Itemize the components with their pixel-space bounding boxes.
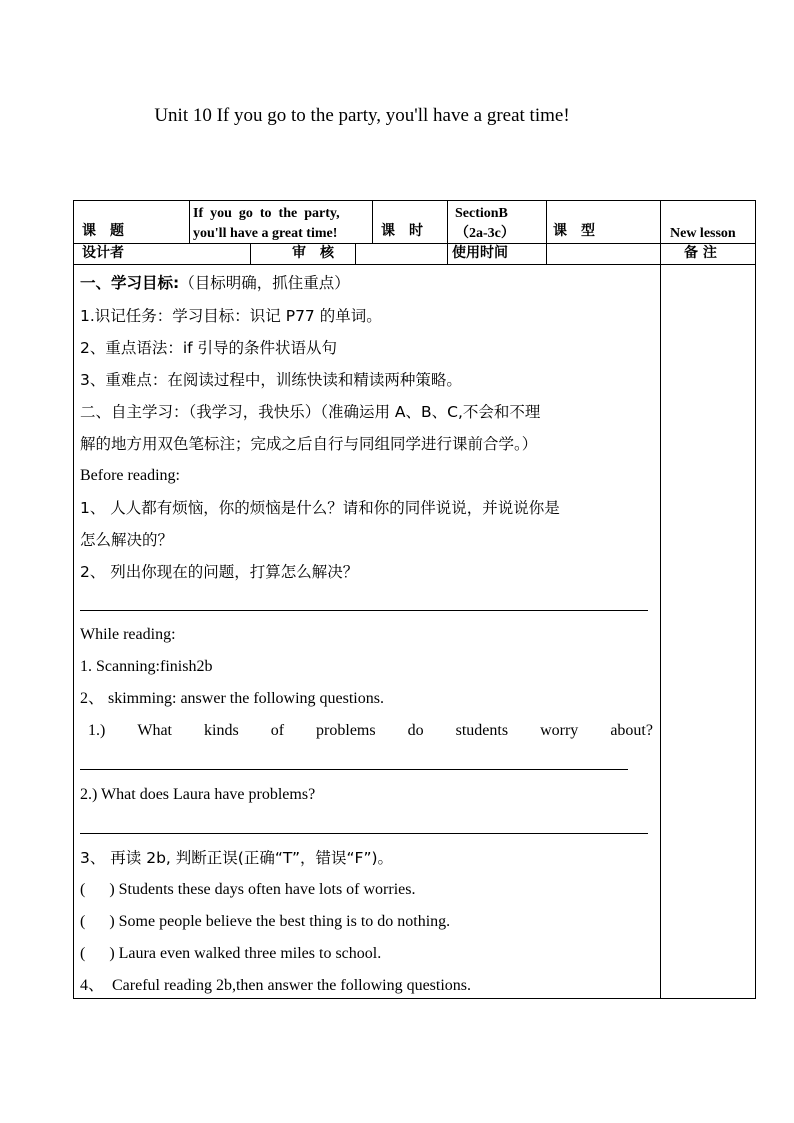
period-value: SectionB （2a-3c） (455, 206, 515, 241)
before-question-1-line-1: 1、 人人都有烦恼，你的烦恼是什么？请和你的同伴说说，并说说你是 (80, 499, 560, 517)
table-divider (189, 200, 190, 244)
true-false-1[interactable]: ( ) Students these days often have lots of worries. (80, 881, 416, 898)
while-step-1: 1. Scanning:finish2b (80, 658, 213, 675)
page-title: Unit 10 If you go to the party, you'll have a great time! (154, 105, 570, 126)
question-1-word: do (407, 722, 424, 739)
question-1-word: of (270, 722, 285, 739)
answer-line[interactable] (80, 833, 648, 834)
goal-3: 3、重难点：在阅读过程中，训练快读和精读两种策略。 (80, 371, 462, 389)
before-question-1-line-2: 怎么解决的？ (80, 531, 174, 549)
date-label: 使用时间 (452, 245, 508, 261)
reviewer-label: 审 核 (292, 245, 334, 261)
question-1-word: problems (316, 722, 376, 739)
table-divider (372, 200, 373, 244)
goals-heading-line (80, 272, 350, 294)
type-value: New lesson (670, 226, 736, 241)
true-false-3[interactable]: ( ) Laura even walked three miles to school. (80, 945, 382, 962)
table-divider (73, 264, 756, 265)
question-2: 2.) What does Laura have problems? (80, 786, 316, 803)
question-1-word: 1.) (88, 722, 106, 739)
question-1-word: about? (610, 722, 653, 739)
while-reading-heading: While reading: (80, 626, 176, 643)
goal-1: 1.识记任务：学习目标：识记 P77 的单词。 (80, 307, 382, 325)
task-3: 3、 再读 2b, 判断正误(正确“T”，错误“F”)。 (80, 849, 394, 867)
task-4: 4、 Careful reading 2b,then answer the following questions. (80, 977, 472, 994)
goal-2: 2、重点语法：if 引导的条件状语从句 (80, 339, 338, 357)
topic-value: If you go to the party, you'll have a great time! (193, 206, 340, 241)
while-step-2: 2、 skimming: answer the following questions. (80, 690, 384, 707)
self-study-line-1: 二、自主学习：（我学习，我快乐）（准确运用 A、B、C,不会和不理 (80, 403, 541, 421)
goals-heading: 一、学习目标: (80, 274, 180, 292)
question-1 (88, 720, 653, 742)
before-reading-heading: Before reading: (80, 467, 180, 484)
true-false-2[interactable]: ( ) Some people believe the best thing is to do nothing. (80, 913, 451, 930)
table-divider (73, 243, 756, 244)
period-label: 课 时 (381, 223, 423, 239)
table-divider (447, 200, 448, 264)
type-label: 课 型 (553, 223, 595, 239)
table-divider (355, 243, 356, 264)
question-1-word: kinds (204, 722, 239, 739)
answer-line[interactable] (80, 769, 628, 770)
question-1-word: students (455, 722, 509, 739)
notes-label: 备 注 (684, 245, 717, 261)
before-question-2: 2、 列出你现在的问题，打算怎么解决？ (80, 563, 359, 581)
answer-line[interactable] (80, 610, 648, 611)
designer-label: 设计者 (82, 245, 124, 261)
topic-label: 课 题 (82, 223, 124, 239)
table-divider (250, 243, 251, 264)
question-1-word: worry (540, 722, 579, 739)
goals-note: （目标明确，抓住重点） (179, 274, 350, 292)
self-study-line-2: 解的地方用双色笔标注；完成之后自行与同组同学进行课前合学。） (80, 435, 538, 453)
table-divider (660, 200, 661, 999)
question-1-word: What (137, 722, 172, 739)
table-divider (546, 200, 547, 264)
